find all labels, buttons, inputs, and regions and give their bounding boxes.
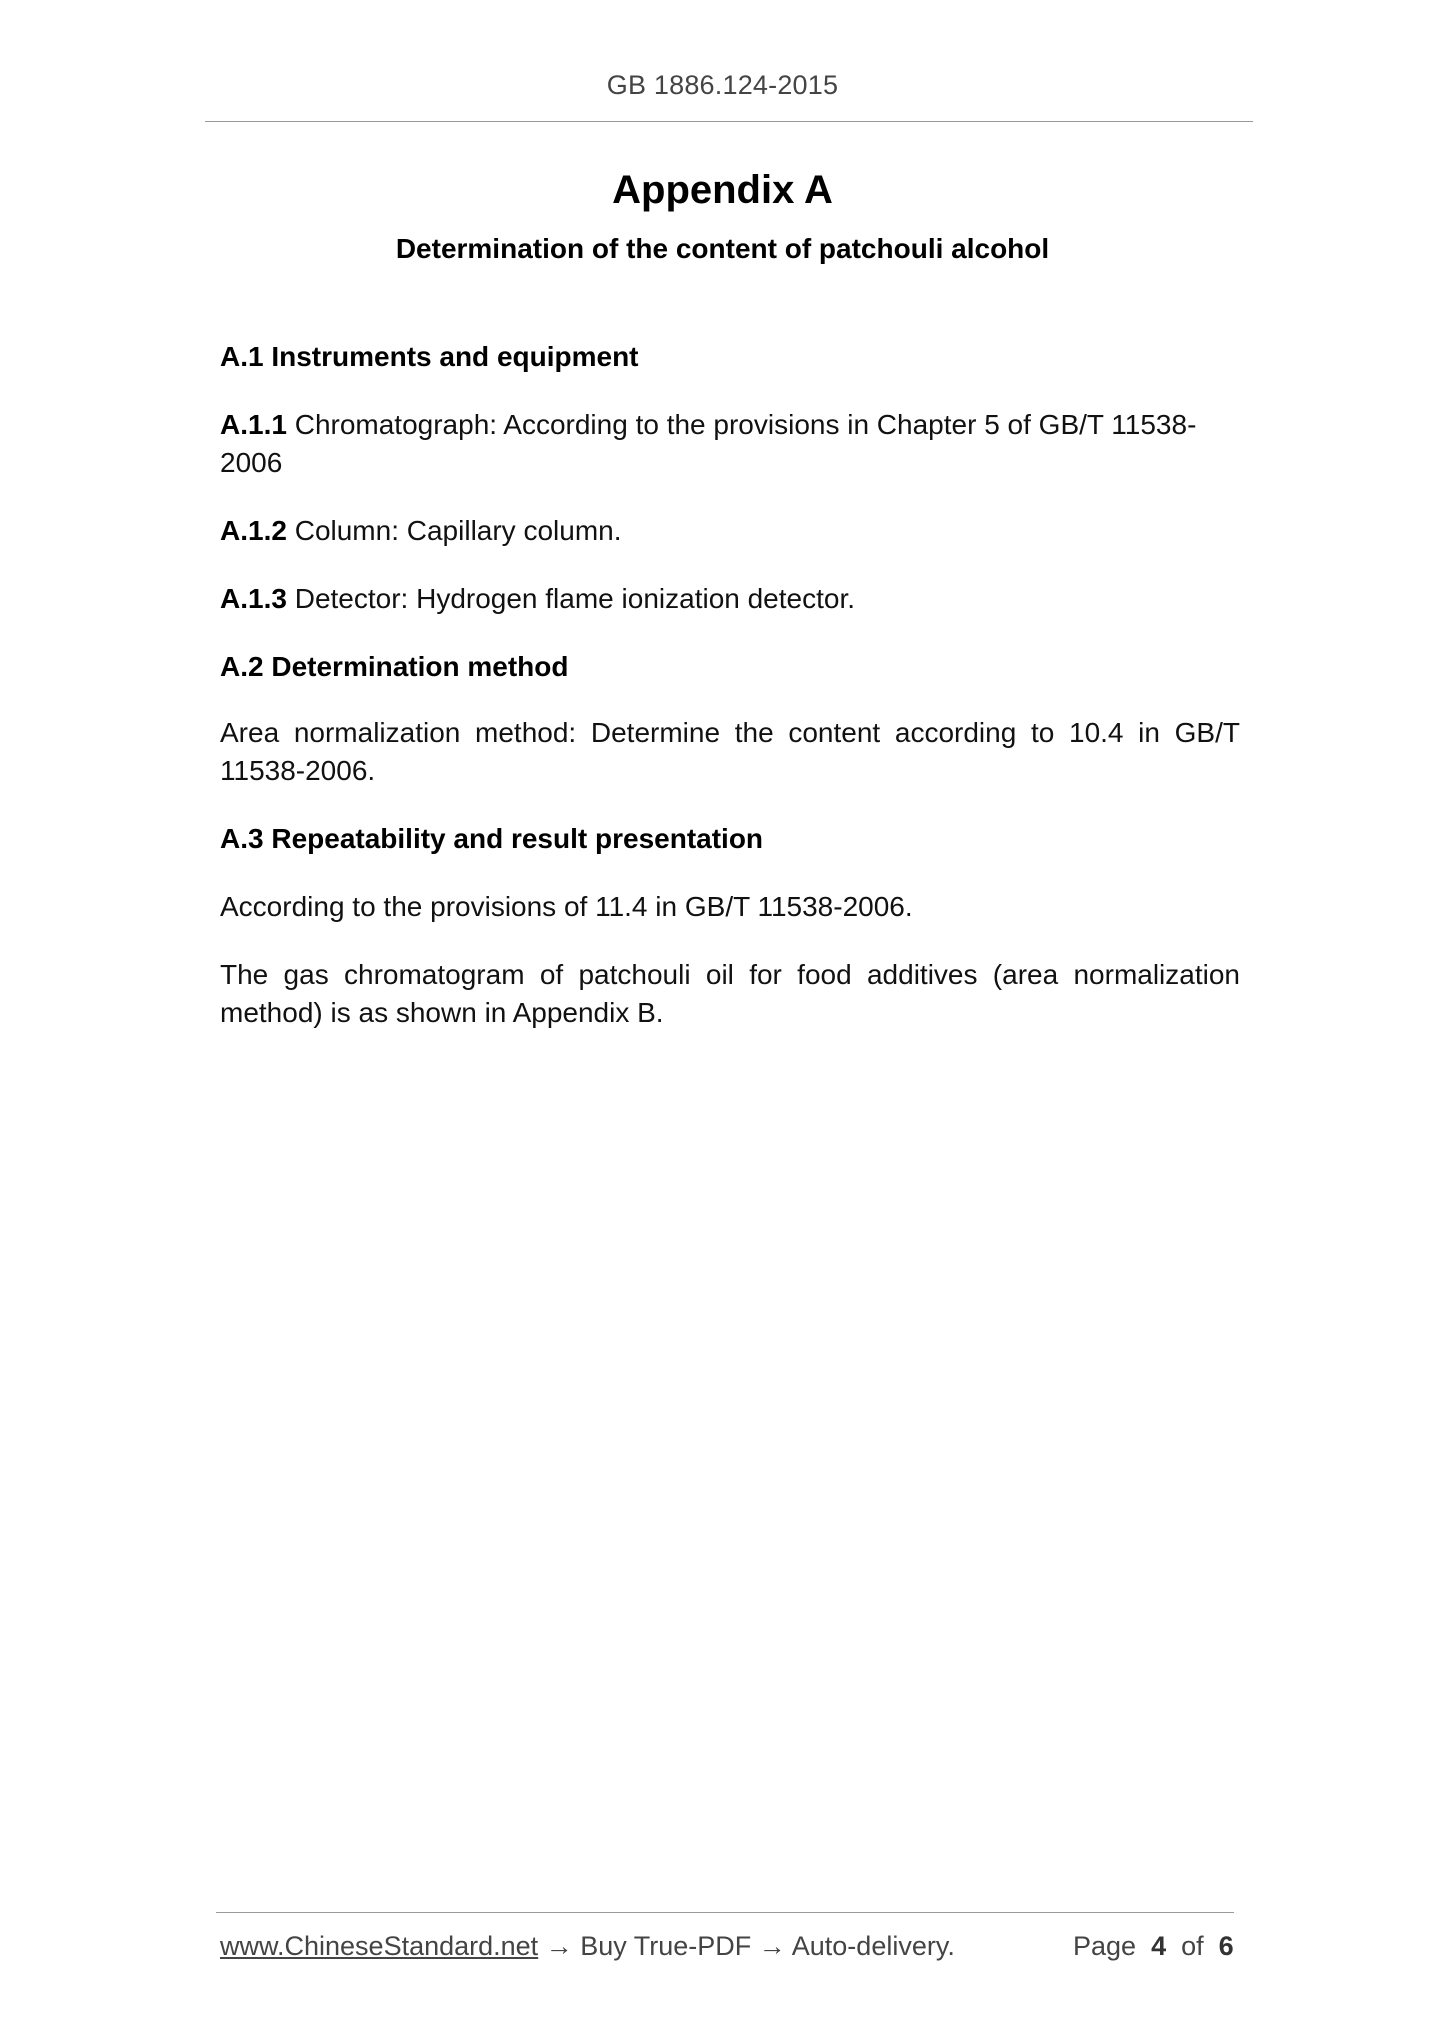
clause-number: A.1.3 — [220, 583, 287, 614]
clause-text: Column: Capillary column. — [286, 515, 622, 546]
page-number — [1073, 1931, 1234, 1962]
site-link[interactable]: www.ChineseStandard.net — [220, 1931, 539, 1961]
paragraph-a2: Area normalization method: Determine the content according to 10.4 in GB/T 11538-2006. — [220, 717, 1240, 786]
delivery-text: Auto-delivery. — [791, 1931, 955, 1961]
clause-number: A.1.2 — [220, 515, 287, 546]
page-label: Page — [1073, 1931, 1137, 1961]
section-heading-a3: A.3 Repeatability and result presentation — [220, 823, 764, 854]
arrow-icon: → — [538, 1931, 581, 1961]
arrow-icon: → — [751, 1931, 792, 1961]
clause-a1-2 — [220, 512, 1240, 550]
appendix-subtitle: Determination of the content of patchouli alcohol — [395, 233, 1050, 264]
clause-text: Detector: Hydrogen flame ionization detector. — [286, 583, 856, 614]
footer-promo — [220, 1931, 955, 1962]
clause-a1-1 — [220, 406, 1240, 482]
clause-number: A.1.1 — [220, 409, 287, 440]
page-total: 6 — [1218, 1931, 1234, 1961]
buy-text: Buy True-PDF — [580, 1931, 752, 1961]
paragraph-a3-1: According to the provisions of 11.4 in GB/T 11538-2006. — [220, 891, 913, 922]
clause-text: Chromatograph: According to the provisions in Chapter 5 of GB/T 11538-2006 — [220, 409, 1197, 478]
appendix-title: Appendix A — [612, 168, 833, 212]
page-of: of — [1181, 1931, 1204, 1961]
header-divider — [205, 121, 1253, 122]
page-current: 4 — [1151, 1931, 1167, 1961]
section-heading-a1: A.1 Instruments and equipment — [220, 341, 639, 372]
paragraph-a3-2: The gas chromatogram of patchouli oil for food additives (area normalization method) is as shown in Appendix B. — [220, 959, 1240, 1028]
section-heading-a2: A.2 Determination method — [220, 651, 569, 682]
footer-divider — [216, 1912, 1234, 1913]
running-header: GB 1886.124-2015 — [606, 70, 839, 100]
clause-a1-3 — [220, 580, 1240, 618]
